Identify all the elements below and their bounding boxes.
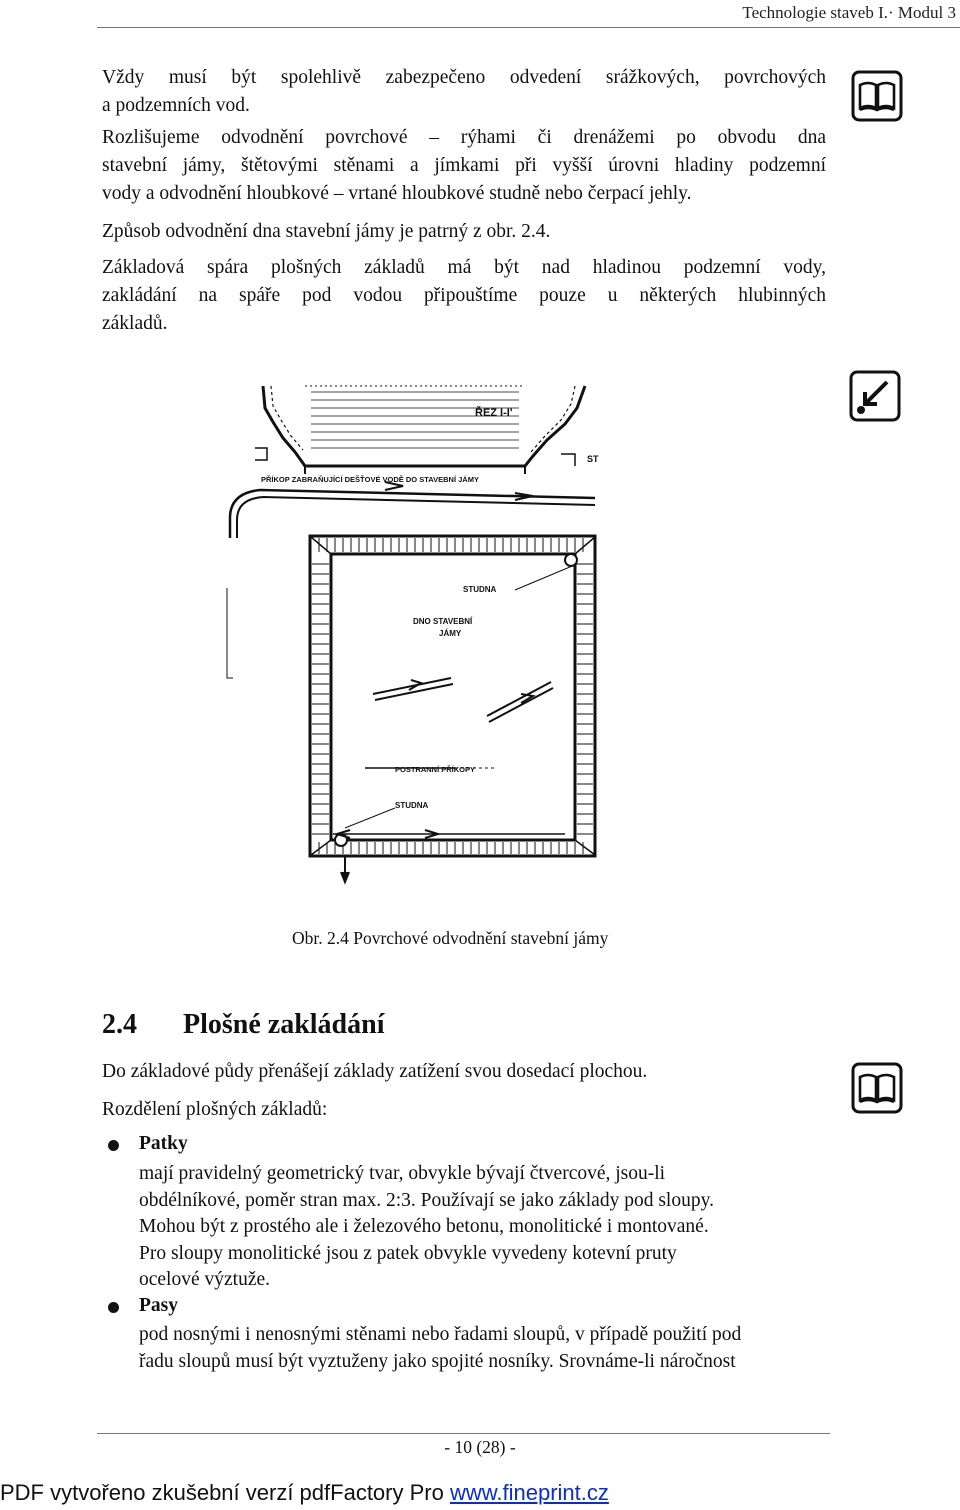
book-icon xyxy=(851,1062,903,1114)
paragraph-figure-reference xyxy=(102,218,826,246)
text-line: vody a odvodnění hloubkové – vrtané hloubkové studně nebo čerpací jehly. xyxy=(102,183,692,204)
label-bottom-2: JÁMY xyxy=(439,629,462,638)
label-bottom-1: DNO STAVEBNÍ xyxy=(413,617,473,626)
bullet-dot xyxy=(108,1302,119,1313)
bullet-dot xyxy=(108,1140,119,1151)
label-side-ditches: POSTRANNÍ PŘÍKOPY xyxy=(395,765,476,774)
footer-rule xyxy=(97,1433,830,1434)
text-line: zakládání na spáře pod vodou připouštíme pouze u některých hlubinných xyxy=(102,285,826,306)
text-line: Vždy musí být spolehlivě zabezpečeno odvedení srážkových, povrchových xyxy=(102,67,826,88)
pdf-notice xyxy=(0,1480,609,1506)
label-well-top: STUDNA xyxy=(463,585,497,594)
paragraph-foundation-joint xyxy=(102,254,826,338)
text-line: Rozdělení plošných základů: xyxy=(102,1099,328,1120)
page-number: - 10 (28) - xyxy=(444,1437,516,1457)
text-line: mají pravidelný geometrický tvar, obvykle bývají čtvercové, jsou-li xyxy=(139,1163,666,1184)
paragraph-drainage-types xyxy=(102,124,826,208)
text-line: a podzemních vod. xyxy=(102,95,250,116)
cross-section-sketch xyxy=(255,386,585,474)
paragraph-foundation-types xyxy=(102,1096,826,1124)
figure-caption: Obr. 2.4 Povrchové odvodnění stavební jámy xyxy=(292,928,609,948)
paragraph-foundation-load xyxy=(102,1058,826,1086)
bullet-title-patky: Patky xyxy=(139,1133,188,1154)
text-line: Rozlišujeme odvodnění povrchové – rýhami či drenážemi po obvodu dna xyxy=(102,127,826,148)
text-line: ocelové výztuže. xyxy=(139,1269,271,1290)
text-line: základů. xyxy=(102,313,168,334)
text-line: Do základové půdy přenášejí základy zatížení svou dosedací plochou. xyxy=(102,1061,648,1082)
text-line: Způsob odvodnění dna stavební jámy je patrný z obr. 2.4. xyxy=(102,221,551,242)
label-ditch: PŘÍKOP ZABRAŇUJÍCÍ DEŠŤOVÉ VODĚ DO STAVEBNÍ JÁMY xyxy=(261,475,479,484)
label-st: ST xyxy=(587,454,599,464)
text-line: obdélníkové, poměr stran max. 2:3. Používají se jako základy pod sloupy. xyxy=(139,1189,714,1211)
fineprint-link[interactable]: www.fineprint.cz xyxy=(449,1480,609,1505)
section-title: Plošné zakládání xyxy=(183,1009,385,1040)
text-line: Mohou být z prostého ale i železového betonu, monolitické i montované. xyxy=(139,1216,709,1237)
bullet-title-pasy: Pasy xyxy=(139,1295,178,1316)
text-line: řadu sloupů musí být vyztuženy jako spojité nosníky. Srovnáme-li náročnost xyxy=(139,1350,736,1372)
page-header xyxy=(0,0,960,30)
section-number: 2.4 xyxy=(102,1009,137,1040)
header-rule xyxy=(97,27,960,28)
excavation-drainage-figure xyxy=(225,378,600,888)
bullet-text-pasy xyxy=(139,1322,829,1375)
text-line: Pro sloupy monolitické jsou z patek obvykle vyvedeny kotevní pruty xyxy=(139,1242,677,1264)
text-line: pod nosnými i nenosnými stěnami nebo řadami sloupů, v případě použití pod xyxy=(139,1324,742,1345)
label-section-cut: ŘEZ I-I' xyxy=(475,407,513,419)
pencil-arrow-icon xyxy=(849,370,901,422)
paragraph-drainage-requirement xyxy=(102,64,826,120)
pdf-notice-text: PDF vytvořeno zkušební verzí pdfFactory Pro xyxy=(0,1480,450,1505)
text-line: stavební jámy, štětovými stěnami a jímkami při vyšší úrovni hladiny podzemní xyxy=(102,155,826,176)
bullet-text-patky xyxy=(139,1161,829,1294)
label-well-bottom: STUDNA xyxy=(395,801,429,810)
section-heading xyxy=(102,1009,384,1041)
text-line: Základová spára plošných základů má být nad hladinou podzemní vody, xyxy=(102,257,826,278)
header-text: Technologie staveb I.· Modul 3 xyxy=(742,3,956,22)
book-icon xyxy=(851,70,903,122)
